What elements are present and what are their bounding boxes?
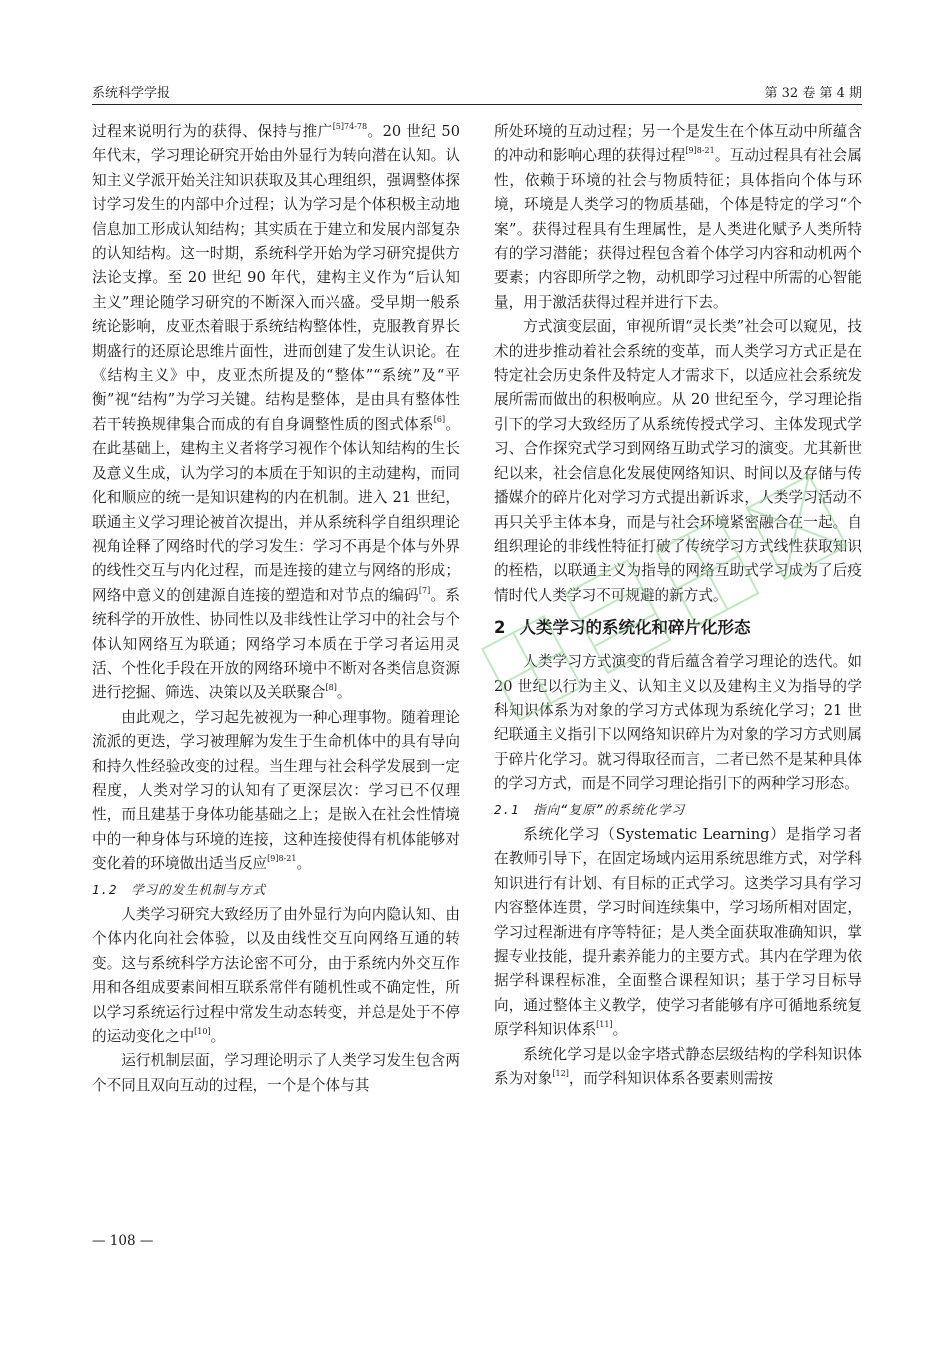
paragraph: 人类学习研究大致经历了由外显行为向内隐认知、由个体内化向社会体验，以及由线性交互向网络互通的转变。这与系统科学方法论密不可分，由于系统内外交互作用和各组成要素间相互联系常伴有随机性或不确定性，所以学习系统运行过程中常发生动态转变，并总是处于不停的运动变化之中[10]。 bbox=[92, 906, 460, 1046]
subsection-heading: 1.2 学习的发生机制与方式 bbox=[92, 881, 267, 897]
paragraph: 方式演变层面，审视所谓“灵长类”社会可以窥见，技术的进步推动着社会系统的变革，而人类学习方式正是在特定社会历史条件及特定人才需求下，以适应社会系统发展所需而做出的积极响应。从 20 世纪至今，学习理论指引下的学习大致经历了从系统传授式学习、主体发现式学习、合作探究式学习到网络互助式学习的演变。尤其新世纪以来，社会信息化发展使网络知识、时间以及存储与传播媒介的碎片化对学习方式提出新诉求，人类学习活动不再只关乎主体本身，而是与社会环境紧密融合在一起。自组织理论的非线性特征打破了传统学习方式线性获取知识的桎梏，以联通主义为指导的网络互助式学习成为了后疫情时代人类学习不可规避的新方式。 bbox=[494, 318, 862, 604]
subsection-heading: 2.1 指向“复原”的系统化学习 bbox=[494, 801, 686, 817]
citation-link[interactable]: [6] bbox=[433, 414, 446, 424]
citation-link[interactable]: [11] bbox=[596, 1020, 613, 1030]
paragraph: 人类学习方式演变的背后蕴含着学习理论的迭代。如 20 世纪以行为主义、认知主义以及建构主义为指导的学科知识体系为对象的学习方式体现为系统化学习；21 世纪联通主义指引下以网络知识碎片为对象的学习方式则属于碎片化学习。就习得取径而言，二者已然不是某种具体的学习方式，而是不同学习理论指引下的两种学习形态。 bbox=[494, 653, 862, 793]
issue-info: 第 32 卷 第 4 期 bbox=[764, 86, 862, 101]
citation-link[interactable]: [9]8-21 bbox=[267, 854, 297, 864]
section-number: 2 bbox=[494, 618, 506, 638]
paragraph: 过程来说明行为的获得、保持与推广$^{[5]74-78}$。20 世纪 50 年代末，学习理论研究开始由外显行为转向潜在认知。认知主义学派开始关注知识获取及其心理组织，强调整体探讨学习发生的内部中介过程；认为学习是个体积极主动地信息加工形成认知结构；其实质在于建立和发展内部复杂的认知结构。这一时期，系统科学开始为学习研究提供方法论支撑。至 20 世纪 90 年代，建构主义作为“后认知主义”理论随学习研究的不断深入而兴盛。受早期一般系统论影响，皮亚杰着眼于系统结构整体性，克服教育界长期盛行的还原论思维片面性，进而创建了发生认识论。在《结构主义》中，皮亚杰所提及的“整体”“系统”及“平衡”视“结构”为学习关键。结构是整体，是由具有整体性若干转换规律集合而成的有自身调整性质的图式体系[6]。在此基础上，建构主义者将学习视作个体认知结构的生长及意义生成，认为学习的本质在于知识的主动建构，而同化和顺应的统一是知识建构的内在机制。进入 21 世纪，联通主义学习理论被首次提出，并从系统科学自组织理论视角诠释了网络时代的学习发生：学习不再是个体与外界的线性交互与内化过程，而是连接的建立与网络的形成；网络中意义的创建源自连接的塑造和对节点的编码[7]。系统科学的开放性、协同性以及非线性让学习中的社会与个体认知网络互为联通；网络学习本质在于学习者运用灵活、个性化手段在开放的网络环境中不断对各类信息资源进行挖掘、筛选、决策以及关联聚合[8]。 bbox=[92, 122, 460, 702]
citation-link[interactable]: [12] bbox=[552, 1069, 569, 1079]
citation-link[interactable]: [7] bbox=[418, 585, 431, 595]
journal-name: 系统科学学报 bbox=[92, 86, 171, 101]
section-heading bbox=[494, 614, 862, 642]
citation-link[interactable]: [9]8-21 bbox=[685, 146, 715, 156]
citation-link[interactable]: [10] bbox=[194, 1027, 211, 1037]
paragraph: 系统化学习（Systematic Learning）是指学习者在教师引导下，在固定场域内运用系统思维方式，对学科知识进行有计划、有目标的正式学习。这类学习具有学习内容整体连贯，学习时间连续集中，学习场所相对固定，学习过程渐进有序等特征；是人类全面获取准确知识，掌握专业技能，提升素养能力的主要方式。其内在学理为依据学科课程标准，全面整合课程知识；基于学习目标导向，通过整体主义教学，使学习者能够有序可循地系统复原学科知识体系[11]。 bbox=[494, 825, 862, 1039]
section-title: 人类学习的系统化和碎片化形态 bbox=[519, 618, 751, 638]
citation-link[interactable]: [5]74-78 bbox=[332, 122, 368, 131]
page-number: — 108 — bbox=[92, 1233, 154, 1249]
citation-link[interactable]: [8] bbox=[325, 683, 337, 693]
right-column bbox=[494, 120, 862, 1091]
paragraph: 运行机制层面，学习理论明示了人类学习发生包含两个不同且双向互动的过程，一个是个体与其 bbox=[92, 1052, 460, 1094]
left-column bbox=[92, 120, 460, 1098]
paragraph: 所处环境的互动过程；另一个是发生在个体互动中所蕴含的冲动和影响心理的获得过程$^{[9]8-21}$。互动过程具有社会属性，依赖于环境的社会与物质特征；具体指向个体与环境，环境是人类学习的物质基础，个体是特定的学习“个案”。获得过程具有生理属性，是人类进化赋予人类所特有的学习潜能；获得过程包含着个体学习内容和动机两个要素；内容即所学之物，动机即学习过程中所需的心智能量，用于激活获得过程并进行下去。 bbox=[494, 123, 862, 311]
paragraph: 由此观之，学习起先被视为一种心理事物。随着理论流派的更迭，学习被理解为发生于生命机体中的具有导向和持久性经验改变的过程。当生理与社会科学发展到一定程度，人类对学习的认知有了更深层次：学习已不仅理性，而且建基于身体功能基础之上；是嵌入在社会性情境中的一种身体与环境的连接，这种连接使得有机体能够对变化着的环境做出适当反应$^{[9]8-21}$。 bbox=[92, 708, 460, 873]
running-header bbox=[92, 80, 862, 105]
paragraph: 系统化学习是以金字塔式静态层级结构的学科知识体系为对象[12]，而学科知识体系各要素则需按 bbox=[494, 1045, 862, 1088]
